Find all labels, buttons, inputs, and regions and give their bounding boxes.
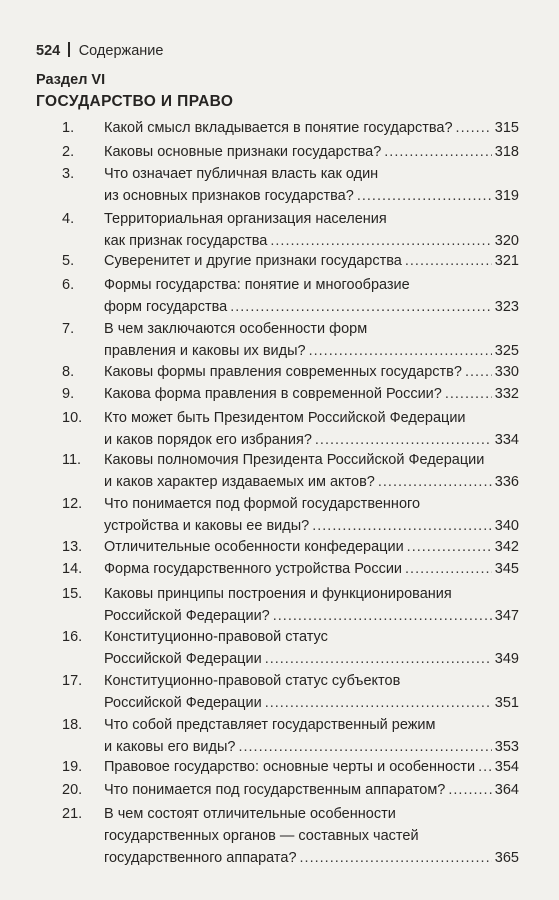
toc-entry-number: 6. bbox=[62, 277, 75, 293]
toc-entry-last-line bbox=[104, 471, 519, 493]
running-title: Содержание bbox=[78, 43, 164, 59]
toc-entry-title-line: Каковы принципы построения и функционирования bbox=[104, 586, 452, 602]
toc-page-ref: 321 bbox=[494, 253, 519, 269]
toc-entry-title-line: Что понимается под формой государственного bbox=[104, 496, 421, 512]
toc-entry[interactable] bbox=[0, 493, 559, 537]
toc-entry-number: 8. bbox=[62, 364, 75, 380]
toc-entry-title-line: Что означает публичная власть как один bbox=[104, 166, 379, 182]
toc-entry-title bbox=[104, 714, 519, 758]
dot-leader bbox=[407, 536, 492, 558]
toc-entry[interactable] bbox=[0, 779, 559, 801]
toc-entry-last-line bbox=[104, 847, 519, 869]
toc-entry-number: 1. bbox=[62, 120, 75, 136]
toc-entry-title bbox=[104, 756, 519, 778]
toc-entry-title bbox=[104, 407, 519, 451]
toc-entry-title-line: и каковы его виды? bbox=[104, 739, 236, 755]
toc-page-ref: 323 bbox=[494, 299, 519, 315]
section-label: Раздел VI bbox=[36, 72, 106, 88]
toc-entry-last-line bbox=[104, 515, 519, 537]
toc-entry-last-line bbox=[104, 558, 519, 580]
toc-entry-last-line bbox=[104, 605, 519, 627]
toc-entry-last-line bbox=[104, 383, 519, 405]
dot-leader bbox=[465, 361, 492, 383]
toc-entry-last-line bbox=[104, 117, 519, 139]
toc-page-ref: 319 bbox=[494, 188, 519, 204]
toc-entry-title-line: правления и каковы их виды? bbox=[104, 343, 306, 359]
toc-entry[interactable] bbox=[0, 141, 559, 163]
toc-entry-last-line bbox=[104, 250, 519, 272]
toc-entry-title-line: Каковы формы правления современных государств? bbox=[104, 364, 462, 380]
toc-entry-title-line: Что понимается под государственным аппаратом? bbox=[104, 782, 446, 798]
toc-entry-title bbox=[104, 250, 519, 272]
toc-entry-title-line: Правовое государство: основные черты и особенности bbox=[104, 759, 476, 775]
toc-entry-title-line: из основных признаков государства? bbox=[104, 188, 354, 204]
toc-page-ref: 336 bbox=[494, 474, 519, 490]
toc-page-ref: 325 bbox=[494, 343, 519, 359]
toc-entry-title bbox=[104, 318, 519, 362]
toc-entry-title bbox=[104, 163, 519, 207]
dot-leader bbox=[456, 117, 492, 139]
toc-entry-last-line bbox=[104, 779, 519, 801]
toc-entry-title bbox=[104, 779, 519, 801]
toc-entry-last-line bbox=[104, 141, 519, 163]
toc-entry-number: 7. bbox=[62, 321, 75, 337]
toc-entry-title-line: государственных органов — составных частей bbox=[104, 828, 419, 844]
toc-entry-number: 2. bbox=[62, 144, 75, 160]
toc-entry-title bbox=[104, 558, 519, 580]
toc-entry[interactable] bbox=[0, 714, 559, 758]
toc-page-ref: 342 bbox=[494, 539, 519, 555]
toc-entry-title-line: устройства и каковы ее виды? bbox=[104, 518, 310, 534]
toc-entry-number: 9. bbox=[62, 386, 75, 402]
toc-entry-last-line bbox=[104, 756, 519, 778]
toc-entry-title bbox=[104, 583, 519, 627]
running-head bbox=[36, 42, 163, 60]
toc-entry-title-line: как признак государства bbox=[104, 233, 268, 249]
toc-entry[interactable] bbox=[0, 407, 559, 451]
toc-entry-last-line bbox=[104, 692, 519, 714]
toc-page-ref: 349 bbox=[494, 651, 519, 667]
toc-entry-number: 11. bbox=[62, 452, 82, 468]
dot-leader bbox=[315, 429, 492, 451]
toc-entry[interactable] bbox=[0, 449, 559, 493]
toc-entry-title-line: В чем состоят отличительные особенности bbox=[104, 806, 396, 822]
toc-entry-title-line: форм государства bbox=[104, 299, 228, 315]
dot-leader bbox=[448, 779, 491, 801]
toc-entry[interactable] bbox=[0, 756, 559, 778]
dot-leader bbox=[312, 515, 492, 537]
toc-entry-title bbox=[104, 383, 519, 405]
toc-entry-last-line bbox=[104, 340, 519, 362]
toc-entry-number: 5. bbox=[62, 253, 75, 269]
page-number: 524 bbox=[36, 43, 61, 59]
dot-leader bbox=[300, 847, 492, 869]
toc-entry[interactable] bbox=[0, 318, 559, 362]
toc-entry-number: 3. bbox=[62, 166, 75, 182]
toc-page-ref: 315 bbox=[494, 120, 519, 136]
toc-entry-title bbox=[104, 117, 519, 139]
toc-entry-number: 14. bbox=[62, 561, 83, 577]
toc-entry-number: 15. bbox=[62, 586, 83, 602]
toc-entry-title-line: Форма государственного устройства России bbox=[104, 561, 403, 577]
toc-entry-last-line bbox=[104, 361, 519, 383]
toc-entry-title-line: Российской Федерации bbox=[104, 695, 262, 711]
toc-entry-number: 21. bbox=[62, 806, 83, 822]
toc-entry-title-line: В чем заключаются особенности форм bbox=[104, 321, 368, 337]
toc-entry[interactable] bbox=[0, 583, 559, 627]
toc-entry[interactable] bbox=[0, 670, 559, 714]
dot-leader bbox=[378, 471, 492, 493]
toc-entry[interactable] bbox=[0, 250, 559, 272]
toc-page-ref: 351 bbox=[494, 695, 519, 711]
dot-leader bbox=[309, 340, 492, 362]
dot-leader bbox=[265, 692, 492, 714]
toc-entry-title-line: Каковы полномочия Президента Российской Федерации bbox=[104, 452, 485, 468]
toc-page-ref: 364 bbox=[494, 782, 519, 798]
toc-entry[interactable] bbox=[0, 163, 559, 207]
dot-leader bbox=[357, 185, 492, 207]
toc-entry-title bbox=[104, 449, 519, 493]
dot-leader bbox=[405, 250, 492, 272]
toc-entry-last-line bbox=[104, 648, 519, 670]
header-divider bbox=[68, 42, 70, 57]
toc-page-ref: 334 bbox=[494, 432, 519, 448]
toc-entry-title bbox=[104, 626, 519, 670]
toc-entry-title-line: Конституционно-правовой статус субъектов bbox=[104, 673, 401, 689]
toc-entry-number: 4. bbox=[62, 211, 75, 227]
toc-entry[interactable] bbox=[0, 208, 559, 252]
toc-entry-title bbox=[104, 208, 519, 252]
toc-page-ref: 332 bbox=[494, 386, 519, 402]
toc-entry-number: 19. bbox=[62, 759, 83, 775]
toc-entry-last-line bbox=[104, 536, 519, 558]
toc-entry-title bbox=[104, 803, 519, 869]
toc-entry[interactable] bbox=[0, 383, 559, 405]
toc-entry-title-line: Территориальная организация населения bbox=[104, 211, 387, 227]
dot-leader bbox=[230, 296, 492, 318]
toc-entry-number: 12. bbox=[62, 496, 83, 512]
toc-entry-title-line: и каков характер издаваемых им актов? bbox=[104, 474, 375, 490]
toc-entry-last-line bbox=[104, 736, 519, 758]
dot-leader bbox=[405, 558, 492, 580]
toc-entry[interactable] bbox=[0, 117, 559, 139]
toc-entry-title-line: Каковы основные признаки государства? bbox=[104, 144, 382, 160]
dot-leader bbox=[478, 756, 492, 778]
toc-page-ref: 345 bbox=[494, 561, 519, 577]
toc-entry-title bbox=[104, 141, 519, 163]
toc-entry-title-line: государственного аппарата? bbox=[104, 850, 297, 866]
section-title: ГОСУДАРСТВО И ПРАВО bbox=[36, 93, 234, 110]
toc-page-ref: 320 bbox=[494, 233, 519, 249]
toc-entry[interactable] bbox=[0, 536, 559, 558]
toc-entry[interactable] bbox=[0, 803, 559, 869]
toc-entry-last-line bbox=[104, 429, 519, 451]
dot-leader bbox=[384, 141, 492, 163]
toc-entry-number: 20. bbox=[62, 782, 83, 798]
toc-page-ref: 353 bbox=[494, 739, 519, 755]
toc-entry-number: 16. bbox=[62, 629, 83, 645]
toc-entry-title-line: Конституционно-правовой статус bbox=[104, 629, 328, 645]
toc-entry[interactable] bbox=[0, 361, 559, 383]
toc-page-ref: 347 bbox=[494, 608, 519, 624]
toc-entry-title bbox=[104, 670, 519, 714]
toc-entry-last-line bbox=[104, 296, 519, 318]
toc-entry-title bbox=[104, 274, 519, 318]
toc-entry-title bbox=[104, 536, 519, 558]
toc-entry-title bbox=[104, 493, 519, 537]
dot-leader bbox=[273, 605, 492, 627]
toc-page-ref: 354 bbox=[494, 759, 519, 775]
toc-entry[interactable] bbox=[0, 274, 559, 318]
toc-entry-title bbox=[104, 361, 519, 383]
toc-entry-title-line: Российской Федерации? bbox=[104, 608, 270, 624]
toc-entry[interactable] bbox=[0, 558, 559, 580]
toc-entry-number: 10. bbox=[62, 410, 83, 426]
dot-leader bbox=[265, 648, 492, 670]
toc-entry-title-line: Какова форма правления в современной России? bbox=[104, 386, 442, 402]
toc-entry-title-line: Что собой представляет государственный режим bbox=[104, 717, 436, 733]
toc-entry-title-line: Формы государства: понятие и многообразие bbox=[104, 277, 410, 293]
toc-entry-number: 17. bbox=[62, 673, 83, 689]
toc-entry-title-line: Суверенитет и другие признаки государства bbox=[104, 253, 402, 269]
toc-page-ref: 330 bbox=[494, 364, 519, 380]
toc-entry-title-line: Отличительные особенности конфедерации bbox=[104, 539, 404, 555]
toc-entry[interactable] bbox=[0, 626, 559, 670]
toc-entry-number: 13. bbox=[62, 539, 83, 555]
toc-entry-title-line: Какой смысл вкладывается в понятие государства? bbox=[104, 120, 453, 136]
dot-leader bbox=[238, 736, 491, 758]
toc-entry-title-line: и каков порядок его избрания? bbox=[104, 432, 312, 448]
toc-page-ref: 340 bbox=[494, 518, 519, 534]
toc-entry-title-line: Кто может быть Президентом Российской Федерации bbox=[104, 410, 466, 426]
dot-leader bbox=[270, 230, 491, 252]
toc-entry-last-line bbox=[104, 185, 519, 207]
toc-entry-number: 18. bbox=[62, 717, 83, 733]
dot-leader bbox=[445, 383, 492, 405]
toc-page-ref: 318 bbox=[494, 144, 519, 160]
toc-entry-title-line: Российской Федерации bbox=[104, 651, 262, 667]
toc-entry-last-line bbox=[104, 230, 519, 252]
toc-page-ref: 365 bbox=[494, 850, 519, 866]
